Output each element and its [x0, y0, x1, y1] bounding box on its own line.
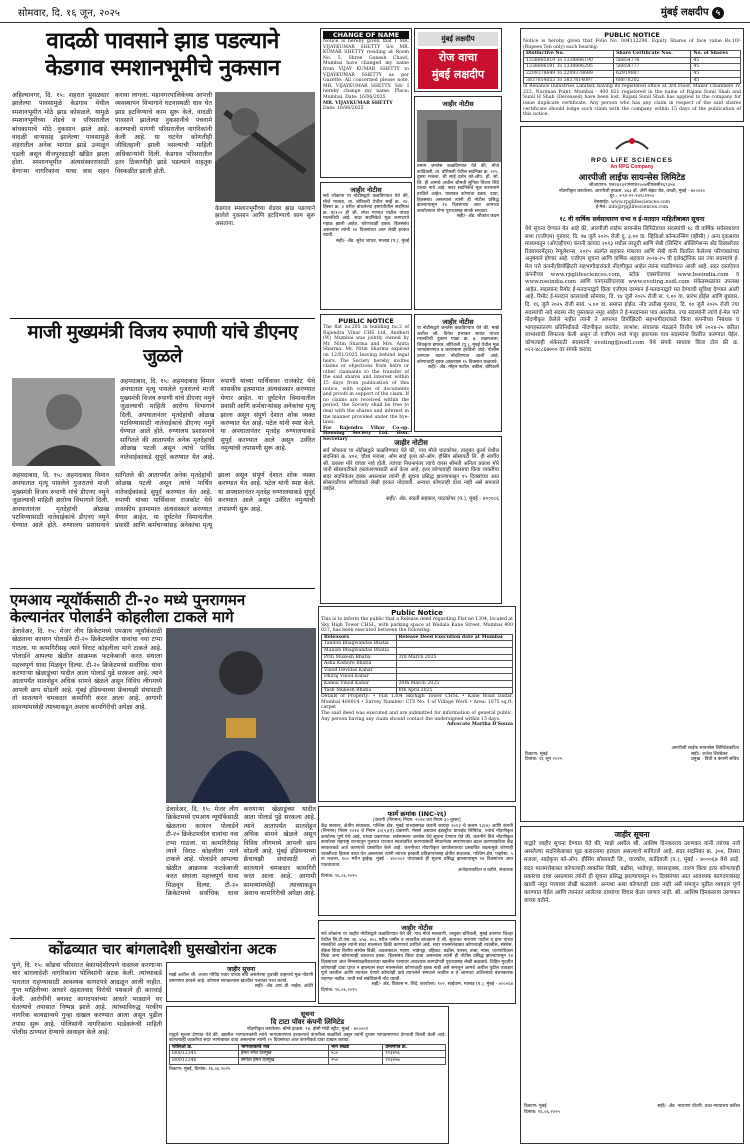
shares-table — [523, 50, 741, 84]
table-cell: 2209378649 To 2209378689 — [524, 70, 614, 77]
company-address: नोंदणीकृत कार्यालय: आरपीजी हाऊस, ४६३ डॉ. ॲनी बेझंट रोड, वरळी, मुंबई - ४०००३० — [558, 188, 706, 194]
brand-tagline: An RPG Company — [610, 164, 654, 170]
page-number: ५ — [715, 8, 721, 17]
notice-sign: सही/- ॲड. सुरेश जाधव, मालाड (प.), मुंबई — [335, 238, 409, 244]
story-body-cont — [166, 806, 316, 934]
newspaper-name-page — [661, 4, 724, 19]
form-inc-26 — [318, 806, 516, 916]
public-notice-shares — [520, 28, 744, 122]
company-cin: सीआयएन: एल२४२३२एमएच२००७पीएलसी१६९३५४ — [589, 183, 675, 188]
notice-body: सर्व लोकांना या जाहीर नोटीसद्वारे कळविण्यात येते की, गाव मौजे मालवणी, तालुका बोरिवली, मुंबई उपनगर जिल्हा येथील सि.टी.एस. क्र. ४५७, ४५८ वरील जमीन व त्यावरील बांधकाम हे श्री. सुधाकर नारायण पाटील व इतर यांच्या मालकीचे असून त्यांनी सदर मालमत्ता विक्री करण्याचे ठरविले आहे. सदर मालमत्तेबाबत कोणत्याही व्यक्तीस, संस्थेस, बँकेस किंवा वित्तीय संस्थेस विक्री, अदलाबदल, गहाण, भाडेपट्टा, वहिवाट, बक्षीस, वारसा, ताबा, न्यास, धारणाधिकार किंवा अन्य कोणत्याही प्रकारचा हक्क, हितसंबंध किंवा दावा असल्यास त्यांनी ही नोटीस प्रसिद्ध झाल्यापासून १४ दिवसांच्या आत निम्नस्वाक्षरीकारांच्या खालील पत्त्यावर आवश्यक कागदोपत्री पुराव्यासह लेखी कळवावे. विहित मुदतीत कोणताही दावा प्राप्त न झाल्यास सदर मालमत्तेवर कोणाचाही हक्क नाही असे समजून आमचे अशील पुढील व्यवहार पूर्ण करतील आणि त्यानंतर येणारे कोणतेही दावे त्यागलेले समजले जातील व ते आमच्या अशिलांवर बंधनकारक राहणार नाहीत. याची सर्व संबंधितांनी नोंद घ्यावी. — [321, 932, 513, 982]
notice-date: दिनांक: १६.०६.२०२५ — [321, 987, 357, 993]
table-cell: 68878202 — [614, 77, 691, 84]
table-cell — [396, 661, 512, 668]
shares-table — [169, 1044, 446, 1065]
notice-place: ठिकाण: मुंबई — [524, 1104, 547, 1109]
table-cell: Manish Bhagwandas Bhatia — [322, 647, 397, 654]
rpg-agm-notice — [520, 126, 744, 822]
table-row — [322, 641, 513, 648]
table-cell: 3837814053 To 3837814097 — [524, 77, 614, 84]
notice-heading: १८ वी वार्षिक सर्वसाधारण सभा व ई-मतदान माहितीबाबत सूचना — [559, 215, 705, 223]
table-cell: Kamal Vinod Kahar — [322, 680, 397, 687]
table-cell: १२३४५६ — [383, 1051, 446, 1058]
notice-photo — [417, 110, 499, 162]
banner-line: रोज वाचा — [438, 51, 478, 64]
table-cell: ५०० — [328, 1051, 382, 1058]
notice-title: PUBLIC NOTICE — [338, 317, 394, 325]
notice-sign: सही/- ॲड. श्रीकांत कदम — [456, 214, 499, 220]
notice-body: सर्व लोकांना या नोटीसद्वारे कळविण्यात येते की, गाव मौजे घाटकोपर, तालुका कुर्ला येथील सदनिका क्र. ४०२, चौथा मजला, ओम साई कृपा को-ऑप. हौसिंग सोसायटी लि. ही स्वर्गीय श्री. प्रकाश मोरे यांच्या नावे होती. त्यांच्या निधनानंतर त्यांचे वारस श्रीमती अनिता प्रकाश मोरे यांनी सोसायटीकडे हस्तांतरणासाठी अर्ज केला आहे. इतर कोणत्याही वारसाचा किंवा व्यक्तीचा सदर सदनिकेवर हक्क असल्यास त्यांनी ही सूचना प्रसिद्ध झाल्यापासून १५ दिवसांच्या आत सोसायटीच्या सचिवांकडे लेखी हरकत नोंदवावी. अन्यथा कोणताही दावा नाही असे समजले जाईल. — [323, 448, 499, 493]
property-details: Details of Property: • Flat 1304 Skyhigh Tower CHSL • Kane Road Dadar, Mumbai 400014 • Survey Number: CTS No. 1 of Village Worli • Area: 1075 sq.ft. carpet — [321, 694, 513, 711]
table-row — [322, 661, 513, 668]
notice-title: जाहीर सूचना — [614, 830, 650, 839]
public-notice-society — [320, 314, 412, 442]
table-cell — [396, 674, 512, 681]
signatory-name: सही/- राजेश शिरंबेकर — [691, 751, 728, 757]
table-cell: Dhiraj Vinod Kahar — [322, 674, 397, 681]
notice-date: दिनांक: १६ जून २०२५ — [525, 757, 563, 763]
notice-sign: अर्जदाराकरिता व वतीने, संचालक — [457, 868, 513, 874]
table-cell: संगीता हेमंत देशमुख — [238, 1057, 328, 1064]
pollard-photo — [166, 628, 316, 803]
story-body: डेलावेअर, दि. १५: मेजर लीग क्रिकेटमध्ये एमआय न्यूयॉर्कसाठी खेळताना कायरन पोलार्डने टी-२० क्रिकेटमधील धावांचा नवा टप्पा गाठला. या कामगिरीसह त्याने विराट कोहलीला मागे टाकले आहे. पोलार्डने आपल्या खेळीत आक्रमक फटकेबाजी करत संघाला महत्त्वपूर्ण धावा मिळवून दिल्या. टी-२० क्रिकेटमध्ये सर्वाधिक धावा करणाऱ्या खेळाडूंच्या यादीत आता पोलार्ड पुढे सरकला आहे. त्याने आतापर्यंत सातशेहून अधिक सामने खेळले असून विविध लीगमध्ये आपली छाप सोडली आहे. मुंबई इंडियन्सच्या फ्रँचायझी संघांसाठी तो सातत्याने चमकदार कामगिरी करत आला आहे. आगामी सामन्यांमध्येही त्याच्याकडून अशाच कामगिरीची अपेक्षा आहे. — [12, 628, 162, 711]
table-header-cell: फोलिओ क्र. — [170, 1044, 239, 1051]
notice-title: जाहीर नोटीस — [442, 100, 474, 108]
portrait-photo-icon — [12, 378, 115, 466]
public-notice-release-deed — [318, 606, 516, 802]
notice-place: ठिकाण: मुंबई — [525, 751, 548, 757]
sign-row — [524, 1104, 740, 1115]
notice-date: दिनांक: १६.०६.२०२५ — [524, 1109, 560, 1115]
banner-line: मुंबई लक्षदीप — [431, 68, 485, 81]
notice-title: जाहीर सूचना — [226, 966, 256, 973]
notice-sign: आरपीजी लाईफ सायन्सेस लिमिटेडकरिता — [671, 745, 739, 751]
table-cell: Tandon Bhagwandas Bhatia — [322, 641, 397, 648]
story-body: डेलावेअर, दि. १५: मेजर लीग क्रिकेटमध्ये एमआय न्यूयॉर्कसाठी खेळताना कायरन पोलार्डने टी-२० क्रिकेटमधील धावांचा नवा टप्पा गाठला. या कामगिरीसह त्याने विराट कोहलीला मागे टाकले आहे. पोलार्डने आपल्या खेळीत आक्रमक फटकेबाजी करत संघाला महत्त्वपूर्ण धावा मिळवून दिल्या. टी-२० क्रिकेटमध्ये सर्वाधिक धावा करणाऱ्या खेळाडूंच्या यादीत आता पोलार्ड पुढे सरकला आहे. त्याने आतापर्यंत सातशेहून अधिक सामने खेळले असून विविध लीगमध्ये आपली छाप सोडली आहे. मुंबई इंडियन्सच्या फ्रँचायझी संघांसाठी तो सातत्याने चमकदार कामगिरी करत आला आहे. आगामी सामन्यांमध्येही त्याच्याकडून अशाच कामगिरीची अपेक्षा आहे. — [166, 806, 316, 898]
story-body-top — [120, 378, 315, 470]
notice-body: तमाम जनतेस कळविण्यात येते की, मौजे कांदिवली, ता. बोरिवली येथील सदनिका क्र. २०५, दुसरा मजला, श्री साई दर्शन को-ऑप. हौ. सो. लि. ही आमचे अशील श्रीमती सुनिता विजय शिंदे यांच्या नावे आहे. सदर सदनिकेचे मूळ करारनामे हरविले आहेत. याबाबत कोणाचा हक्क, दावा, हितसंबंध असल्यास त्यांनी ही नोटीस प्रसिद्ध झाल्यापासून १४ दिवसांच्या आत आमच्या कार्यालयात योग्य पुराव्यासह संपर्क साधावा. — [417, 164, 499, 214]
table-header-cell: No. of Shares — [691, 51, 741, 58]
jahir-notice-long — [318, 920, 516, 1004]
table-cell: 45 — [691, 77, 741, 84]
table-cell: 56854777 — [614, 64, 691, 71]
notice-title: जाहीर नोटीस — [442, 318, 474, 326]
story-body-bottom — [12, 472, 315, 582]
table-cell: 1338805819 To 1338806190 — [524, 57, 614, 64]
table-row — [322, 687, 513, 694]
table-row — [322, 647, 513, 654]
table-cell: Yash Mukesh Bhatia — [322, 687, 397, 694]
company-email: ई-मेल: info@rpglifesciences.com — [595, 205, 669, 211]
table-row — [524, 57, 741, 64]
story-body: अहमदाबाद, दि. १५: अहमदाबाद विमान अपघातात मृत्यू पावलेले गुजरातचे माजी मुख्यमंत्री विजय रुपाणी यांचे डीएनए नमुने जुळल्याची माहिती आरोग्य विभागाने दिली. अपघातानंतर मृतदेहांची ओळख पटविण्यासाठी नातेवाईकांचे डीएनए नमुने घेण्यात आले होते. रुग्णालय प्रशासनाने सांगितले की आतापर्यंत अनेक मृतदेहांची ओळख पटली असून त्यांचे पार्थिव नातेवाईकांकडे सुपूर्द करण्यात येत आहे. रुपाणी यांच्या पार्थिवावर राजकोट येथे शासकीय इतमामात अंत्यसंस्कार करण्यात येणार आहेत. या दुर्घटनेत विमानातील प्रवासी आणि कर्मचाऱ्यांसह अनेकांचा मृत्यू झाला असून संपूर्ण देशात शोक व्यक्त करण्यात येत आहे. पटेल यांनी स्पष्ट केले. या अपघातानंतर मृतदेह रुग्णालयाकडे सुपूर्द करण्यात आले असून उर्वरित नमुन्यांची तपासणी सुरू आहे. — [12, 472, 315, 530]
table-header-cell: Release Deed Execution date at Mumbai — [396, 634, 512, 641]
notice-outro: The said deed was executed and are submitted for information of general public. Any person having any claim should contact the undersigned within 15 days. — [321, 710, 513, 722]
notice-subtitle: [कंपनी (निगमन) नियम, २०१४ च्या नियम ३० नुसार] — [373, 818, 461, 823]
rpg-logo-icon — [612, 131, 652, 153]
story-body: अहिल्यानगर, दि. १५: शहरात मुसळधार झालेल्या पावसामुळे केडगाव येथील स्मशानभूमीत मोठे झाड कोसळले. यामुळे स्मशानभूमीच्या शेडचे व परिसरातील बांधकामाचे मोठे नुकसान झाले आहे. वादळी वाऱ्यासह झालेल्या पावसामुळे शहरातील अनेक भागांत झाडे उन्मळून पडली असून वीजपुरवठाही खंडित झाला होता. स्मशानभूमीत अंत्यसंस्कारासाठी येणाऱ्या नागरिकांना याचा त्रास सहन करावा लागला. महानगरपालिकेच्या आपत्ती व्यवस्थापन विभागाने घटनास्थळी धाव घेत झाड हटविण्याचे काम सुरू केले. वादळी पावसाने झालेल्या नुकसानीचे पंचनामे करण्याची मागणी परिसरातील नागरिकांनी केली आहे. या घटनेत कोणतीही जीवितहानी झाली नसल्याची माहिती अधिकाऱ्यांनी दिली. केडगाव परिसरातील इतर ठिकाणीही झाडे पडल्याने वाहतूक विस्कळीत झाली होती. — [12, 92, 212, 175]
notice-title: जाहीर नोटीस — [401, 924, 433, 932]
page-number-icon — [712, 7, 724, 19]
table-row — [322, 667, 513, 674]
notice-body: केंद्र सरकार, क्षेत्रीय संचालक, पश्चिम क्षेत्र, मुंबई यांच्यासमक्ष कंपनी कायदा २०१३ चे कलम १३(४) आणि कंपनी (निगमन) नियम २०१४ चे नियम ३०(५)(ए) प्रकरणी. मेसर्स अग्रवाल इंडस्ट्रीज प्रायव्हेट लिमिटेड, ज्यांचे नोंदणीकृत कार्यालय पुणे येथे आहे, यांच्या प्रकरणात. सर्वसामान्य जनतेस येथे सूचना देण्यात येते की, कंपनीने तिचे नोंदणीकृत कार्यालय महाराष्ट्र राज्यातून गुजरात राज्यात स्थलांतरित करण्यासाठी संघटनेच्या स्मरणपत्रात बदल करण्याकरिता केंद्र सरकारकडे अर्ज करण्याचे प्रस्तावित केले आहे. कंपनीच्या नोंदणीकृत कार्यालयाच्या प्रस्तावित बदलामुळे कोणाही व्यक्तीच्या हितास बाधा येत असल्यास त्यांनी त्यांच्या हरकती प्रतिज्ञापत्रासह क्षेत्रीय संचालक, पश्चिम क्षेत्र, एव्हरेस्ट, ५ वा मजला, १०० मरीन ड्राईव्ह, मुंबई - ४००००२ यांच्याकडे ही सूचना प्रसिद्ध झाल्यापासून १४ दिवसांच्या आत पाठवाव्यात. — [321, 823, 513, 868]
company-name: आरपीजी लाईफ सायन्सेस लिमिटेड — [578, 173, 686, 183]
headline: वादळी पावसाने झाड पडल्याने — [46, 28, 279, 54]
table-cell: 30th March 2025 — [396, 680, 512, 687]
table-cell: Asha Kishore Bhatia — [322, 661, 397, 668]
notice-sign: सही/- ॲड. मोहन पाटील, वकील, बोरिवली — [428, 365, 499, 371]
releasors-table — [321, 634, 513, 694]
signatory-role: प्रमुख - विधी व कंपनी सचिव — [691, 757, 739, 763]
story-pollard — [10, 588, 315, 626]
table-row — [524, 77, 741, 84]
story-photo — [215, 92, 315, 202]
cricketer-photo-icon — [166, 628, 316, 803]
table-cell: 45 — [691, 64, 741, 71]
rupani-photo — [12, 378, 115, 466]
notice-vehicle — [166, 962, 316, 1002]
notice-sign: For Rajendra Vihar Co-op. Housing Society Ltd. Hon. Secretary — [323, 425, 409, 442]
notice-body: The flat no.205 in building no.2 of Rajendra Vihar CHS Ltd, Andheri (W) Mumbai was jointly owned by Mr. Nitin Sharma and Mrs. Anita Sharma. Mr. Nitin Sharma expired on 12/01/2025 leaving behind legal heirs. The Society hereby invites claims or objections from heirs or other claimants to the transfer of the said shares and interest within 15 days from publication of this notice, with copies of documents and proofs in support of the claim. If no claims are received within the period, the Society shall be free to deal with the shares and interest in the manner provided under the bye-laws. — [323, 325, 409, 426]
notice-title: Public Notice — [391, 609, 443, 617]
page-header — [0, 0, 750, 23]
notice-body: येथे सूचना देण्यात येत आहे की, आरपीजी लाईफ सायन्सेस लिमिटेडच्या सदस्यांची १८ वी वार्षिक सर्वसाधारण सभा (एजीएम) गुरुवार, दि. १७ जुलै २०२५ रोजी दु. ३.०० वा. व्हिडिओ कॉन्फरन्सिंग (व्हीसी) / अन्य दृकश्राव्य माध्यमातून (ओएव्हीएम) कंपनी कायदा २०१३ मधील तरतुदी आणि सेबी (लिस्टिंग ऑब्लिगेशन्स अँड डिस्क्लोजर रिक्वायरमेंट्स) रेग्युलेशन्स, २०१५ अंतर्गत सहकार मंत्रालय आणि सेबी यांनी वितरित केलेल्या परिपत्रकांच्या अनुषंगाने होणार आहे. एजीएम सूचना आणि वार्षिक अहवाल २०२४-२५ ची इलेक्ट्रॉनिक प्रत ज्या सदस्यांचे ई-मेल पत्ते कंपनी/डिपॉझिटरी सहभागीदारांकडे नोंदणीकृत आहेत त्यांना पाठविण्यात आली आहे. सदर दस्तऐवज कंपनीच्या www.rpglifesciences.com, स्टॉक एक्सचेंजच्या www.bseindia.com व www.nseindia.com आणि एनएसडीएलच्या www.evoting.nsdl.com संकेतस्थळावर उपलब्ध आहेत. सदस्यांना रिमोट ई-मतदानाद्वारे किंवा एजीएम दरम्यान ई-मतदानाद्वारे मत देण्याची सुविधा देण्यात आली आहे. रिमोट ई-मतदान कालावधी सोमवार, दि. १४ जुलै २०२५ रोजी स. ९.०० वा. प्रारंभ होईल आणि बुधवार, दि. १६ जुलै २०२५ रोजी सायं. ५.०० वा. समाप्त होईल. नोंद तारीख गुरुवार, दि. १० जुलै २०२५ रोजी ज्या सदस्यांची नावे सदस्य नोंद पुस्तकात नमूद आहेत ते ई-मतदानास पात्र असतील. ज्या सदस्यांनी त्यांचे ई-मेल पत्ते नोंदणीकृत केलेले नाहीत त्यांनी ते आपल्या डिपॉझिटरी सहभागीदारांकडे किंवा कंपनीच्या निबंधक व भागहस्तांतरण प्रतिनिधीकडे नोंदणीकृत करावेत. लाभांश: संचालक मंडळाने वित्तीय वर्ष २०२४-२५ करिता लाभांशाची शिफारस केली असून तो एजीएम मध्ये मंजूर झाल्यास पात्र सदस्यांना वितरित करण्यात येईल. कोणत्याही शंकेसाठी सदस्यांनी evoting@nsdl.com येथे संपर्क साधावा किंवा टोल फ्री क्र. ०२२-४८८६७००० वर संपर्क करावा. — [525, 225, 739, 354]
notice-title: जाहीर नोटीस — [394, 439, 428, 447]
masthead-ad — [414, 28, 502, 92]
notice-body: माझे अशील श्री. अजय गोविंद पवार यांच्या नावे असलेल्या दुचाकी वाहनाचे मूळ नोंदणी प्रमाणपत्र हरवले आहे. कोणास सापडल्यास खालील पत्त्यावर परत करावे. — [169, 973, 313, 984]
headline: केल्यानंतर पोलार्डने कोहलीला टाकले मागे — [10, 608, 234, 626]
story-rupani — [10, 318, 315, 369]
company-name: दि टाटा पॉवर कंपनी लिमिटेड — [270, 1018, 345, 1026]
table-cell — [396, 641, 512, 648]
table-header-cell: Releasors — [322, 634, 397, 641]
notice-body: Notice is hereby given that I MR. VIJAYKUMAR SHETTY S/o MR. KUMAR SHETTY residing at Room No. 5, Shree Ganesh Chawl, Mumbai have changed my name from VIJAY KUMAR SHETTY to VIJAYKUMAR SHETTY as per Gazette. All concerned please note. MR. VIJAYKUMAR SHETTY. Sd/- I hereby change my name. Place: Mumbai. Date: 16/06/2025 — [323, 39, 409, 100]
issue-date: सोमवार, दि. १६ जून, २०२५ — [18, 8, 120, 19]
company-address: नोंदणीकृत कार्यालय: बॉम्बे हाऊस, २४, होमी मोदी स्ट्रीट, मुंबई - ४००००१ — [246, 1027, 369, 1032]
notice-intro: This is to inform the public that a Release deed regarding Flat no 1304, located at Sky High Tower CHSL, with parking space at Wadala Kane Street, Mumbai 400 037, has been executed between the following: — [321, 617, 513, 634]
table-cell: २५० — [328, 1057, 382, 1064]
jahir-notice-mid — [320, 436, 502, 604]
company-phone: दूर.: +९१-२२-२४९८११५० — [609, 194, 655, 200]
notice-sign: सही/- ॲड. आर. डी. नाईक, अंधेरी — [254, 984, 313, 990]
table-row — [524, 70, 741, 77]
headline: एमआय न्यूयॉर्कसाठी टी-२० मध्ये पुनरागमन — [10, 591, 246, 609]
brand-name: RPG LIFE SCIENCES — [590, 157, 673, 164]
notice-title: CHANGE OF NAME — [323, 31, 409, 39]
table-header-cell: Distinctive No. — [524, 51, 614, 58]
notice-date: Date: 16/06/2025 — [323, 106, 364, 112]
table-cell — [396, 667, 512, 674]
rpg-logo — [525, 131, 739, 157]
notice-title: जाहीर नोटीस — [350, 186, 382, 194]
table-row — [322, 680, 513, 687]
jahir-notice-c — [414, 314, 502, 432]
headline: केडगाव स्मशानभूमीचे नुकसान — [45, 55, 280, 81]
newspaper-name: मुंबई लक्षदीप — [660, 7, 709, 18]
table-cell: 45 — [691, 70, 741, 77]
table-cell: हेमंत रमेश देशमुख — [238, 1051, 328, 1058]
table-cell: 3rd March 2025 — [396, 654, 512, 661]
notice-sign: सही/- ॲड. विकास म. शिंदे, कार्यालय: १०२, साईधाम, मालाड (प.), मुंबई - ४०००६४ — [371, 982, 513, 988]
story-kondhwa — [10, 938, 315, 959]
notice-body: या नोटीसद्वारे जनतेस कळविण्यात येते की, माझे अशील श्री. दिनेश प्रभाकर सावंत यांच्या मालकीची दुकान गाळा क्र. ७, तळमजला, शिवकृपा इमारत, बोरिवली (पू.), मुंबई येथील मूळ भागप्रमाणपत्र व करारनामा हरविला आहे. पोलीस ठाण्यात तक्रार नोंदविण्यात आली आहे. कोणाचाही हक्क असल्यास १५ दिवसांत कळवावे. — [417, 326, 499, 365]
table-cell: १२३४५७ — [383, 1057, 446, 1064]
notice-body: याद्वारे सूचना देण्यात येते की, खालील भागधारकांनी त्यांचे भागप्रमाणपत्र हरवल्याचे कंपनीला कळविले असून त्यांनी दुय्यम भागप्रमाणपत्र देण्याची विनंती केली आहे. कोणत्याही व्यक्तीचा सदर भागांबाबत दावा असल्यास त्यांनी १५ दिवसांच्या आत कंपनीकडे दावा दाखल करावा. — [169, 1032, 446, 1044]
read-daily-banner — [418, 49, 498, 89]
table-row — [170, 1051, 446, 1058]
notice-title: फार्म क्रमांक (INC-२६) — [387, 810, 447, 818]
building-photo-icon — [417, 110, 501, 162]
table-cell: 62919887 — [614, 70, 691, 77]
jahir-notice-b — [414, 96, 502, 310]
table-cell: Vinod Devidas Kahar — [322, 667, 397, 674]
table-cell: 56854776 — [614, 57, 691, 64]
table-cell: 45 — [691, 57, 741, 64]
jahir-suchana-right — [520, 826, 744, 1144]
notice-body: of Reliance Industries Limited, having its registered office at 3rd Floor, Maker Chambers IV, 222, Nariman Point, Mumbai - 400 021 registered in the name of Rajani Sunil Shah and Sunil H Shah (Deceased) have been lost. Rajani Sunil Shah has applied to the company for issue duplicate certificate. Any person who has any claim in respect of the said shares certificate should lodge such claim with the company within 15 days of the publication of this notice. — [523, 84, 741, 118]
headline: कोंढव्यात चार बांगलादेशी घुसखोरांना अटक — [48, 942, 277, 958]
notice-sign: सही/- ॲड. नारायण चौधरी, उच्च न्यायालय वकील — [657, 1104, 740, 1109]
table-header-cell: Share Certificate Nos. — [614, 51, 691, 58]
table-cell: 1338806191 To 1338806295 — [524, 64, 614, 71]
notice-sign: Advocate Martha D'Souza — [446, 722, 513, 728]
table-cell: Priti Mukesh Bhatia — [322, 654, 397, 661]
tata-notice — [166, 1006, 449, 1144]
table-row — [322, 674, 513, 681]
table-cell: H0012345 — [170, 1051, 239, 1058]
company-website: वेबसाईट: www.rpglifesciences.com — [593, 199, 671, 205]
table-row — [524, 64, 741, 71]
story-body: पुणे, दि. १५: कोंढवा परिसरात बेकायदेशीरपणे वास्तव्य करणाऱ्या चार बांगलादेशी नागरिकांना पोलिसांनी अटक केली. त्यांच्याकडे भारतात राहण्यासाठी आवश्यक कागदपत्रे आढळून आली नाहीत. गुप्त माहितीच्या आधारे दहशतवाद विरोधी पथकाने ही कारवाई केली. आरोपींनी बनावट कागदपत्रांच्या आधारे भाड्याने घर घेतल्याचे तपासात निष्पन्न झाले आहे. त्यांच्याविरुद्ध परकीय नागरिक कायद्यान्वये गुन्हा दाखल करण्यात आला असून पुढील तपास सुरू आहे. पोलिसांनी नागरिकांना भाडेकरूंची माहिती पोलीस ठाण्यात देण्याचे आवाहन केले आहे. — [12, 962, 162, 1037]
table-cell: H0012346 — [170, 1057, 239, 1064]
story-body-cont — [215, 252, 315, 312]
table-cell — [396, 647, 512, 654]
notice-title: सूचना — [300, 1010, 315, 1018]
notice-body: याद्वारे जाहीर सूचना देण्यात येते की, माझे अशील श्री. आशिष दिनकरराव उरुणकर यांनी त्यांच्या नावे असलेल्या सदनिकेबाबत मूळ करारनामा हरवला असल्याचे सांगितले आहे. सदर सदनिका क्र. ३०४, तिसरा मजला, साईकृपा को-ऑप. हौसिंग सोसायटी लि., चारकोप, कांदिवली (प.), मुंबई - ४०००६७ येथे आहे. सदर मालमत्तेबाबत कोणत्याही व्यक्तीस विक्री, बक्षीस, भाडेपट्टा, वारसाहक्क, तारण किंवा इतर कोणत्याही प्रकारचा दावा असल्यास त्यांनी ही सूचना प्रसिद्ध झाल्यापासून १५ दिवसांच्या आत आवश्यक कागदपत्रांसह खाली नमूद पत्त्यावर लेखी कळवावे. अन्यथा असा कोणताही दावा नाही असे समजून पुढील व्यवहार पूर्ण करण्यात येईल आणि त्यानंतर आलेल्या दाव्यांचा विचार केला जाणार नाही. श्री. आशिष दिनकरराव उरुणकर यांच्या वतीने. — [524, 841, 740, 905]
table-row — [170, 1057, 446, 1064]
table-header-cell: प्रमाणपत्र क्र. — [383, 1044, 446, 1051]
notice-intro: Notice is hereby given that Folio No. 004112298, Equity Shares of face value Rs.10/- (Rupees Ten only) each bearing: — [523, 39, 741, 50]
sign-row — [525, 752, 739, 763]
notice-body: सर्व लोकांना या नोटीसद्वारे कळविण्यात येते की, मौजे मालाड, ता. बोरिवली येथील सर्व्हे क्र. २४, हिस्सा क्र. ३ वरील बांधलेल्या इमारतीतील सदनिका क्र. ब/१०२ ही श्री. रमेश गणपत पाटील यांच्या मालकीची आहे. सदर सदनिकेचे मूळ कागदपत्रे गहाळ झाली आहेत. कोणाचाही हक्क, हितसंबंध असल्यास त्यांनी १४ दिवसांच्या आत लेखी हरकत घ्यावी. — [323, 194, 409, 239]
masthead-logo: मुंबई लक्षदीप — [418, 32, 498, 46]
photo-caption: केडगाव स्मशानभूमीच्या शेडवर झाड पडल्याने झालेले नुकसान आणि हटविण्याचे काम सुरू असताना. — [215, 206, 315, 227]
headline: माजी मुख्यमंत्री विजय रुपाणी यांचे डीएनए जुळले — [27, 322, 298, 367]
table-header-cell: भागधारकाचे नाव — [238, 1044, 328, 1051]
story-kedgaon — [10, 28, 315, 82]
notice-title: PUBLIC NOTICE — [604, 31, 660, 39]
notice-sign: सही/- ॲड. स्वाती सहकार, घाटकोपर (प.), मुंबई - ४०००८६ — [386, 495, 499, 502]
table-cell: 6th April 2025 — [396, 687, 512, 694]
table-row — [322, 654, 513, 661]
fallen-tree-photo-icon — [215, 92, 315, 202]
notice-name: MR. VIJAYKUMAR SHETTY — [323, 100, 393, 106]
notice-sign: ठिकाण: मुंबई, दिनांक: १६.०६.२०२५ — [169, 1066, 231, 1072]
change-of-name — [320, 28, 412, 178]
table-header-cell: भाग संख्या — [328, 1044, 382, 1051]
story-body: अहमदाबाद, दि. १५: अहमदाबाद विमान अपघातात मृत्यू पावलेले गुजरातचे माजी मुख्यमंत्री विजय रुपाणी यांचे डीएनए नमुने जुळल्याची माहिती आरोग्य विभागाने दिली. अपघातानंतर मृतदेहांची ओळख पटविण्यासाठी नातेवाईकांचे डीएनए नमुने घेण्यात आले होते. रुग्णालय प्रशासनाने सांगितले की आतापर्यंत अनेक मृतदेहांची ओळख पटली असून त्यांचे पार्थिव नातेवाईकांकडे सुपूर्द करण्यात येत आहे. रुपाणी यांच्या पार्थिवावर राजकोट येथे शासकीय इतमामात अंत्यसंस्कार करण्यात येणार आहेत. या दुर्घटनेत विमानातील प्रवासी आणि कर्मचाऱ्यांसह अनेकांचा मृत्यू झाला असून संपूर्ण देशात शोक व्यक्त करण्यात येत आहे. पटेल यांनी स्पष्ट केले. या अपघातानंतर मृतदेह रुग्णालयाकडे सुपूर्द करण्यात आले असून उर्वरित नमुन्यांची तपासणी सुरू आहे. — [120, 378, 315, 461]
jahir-notice-a — [320, 182, 412, 310]
notice-date: दिनांक: १६.०६.२०२५ — [321, 873, 357, 879]
